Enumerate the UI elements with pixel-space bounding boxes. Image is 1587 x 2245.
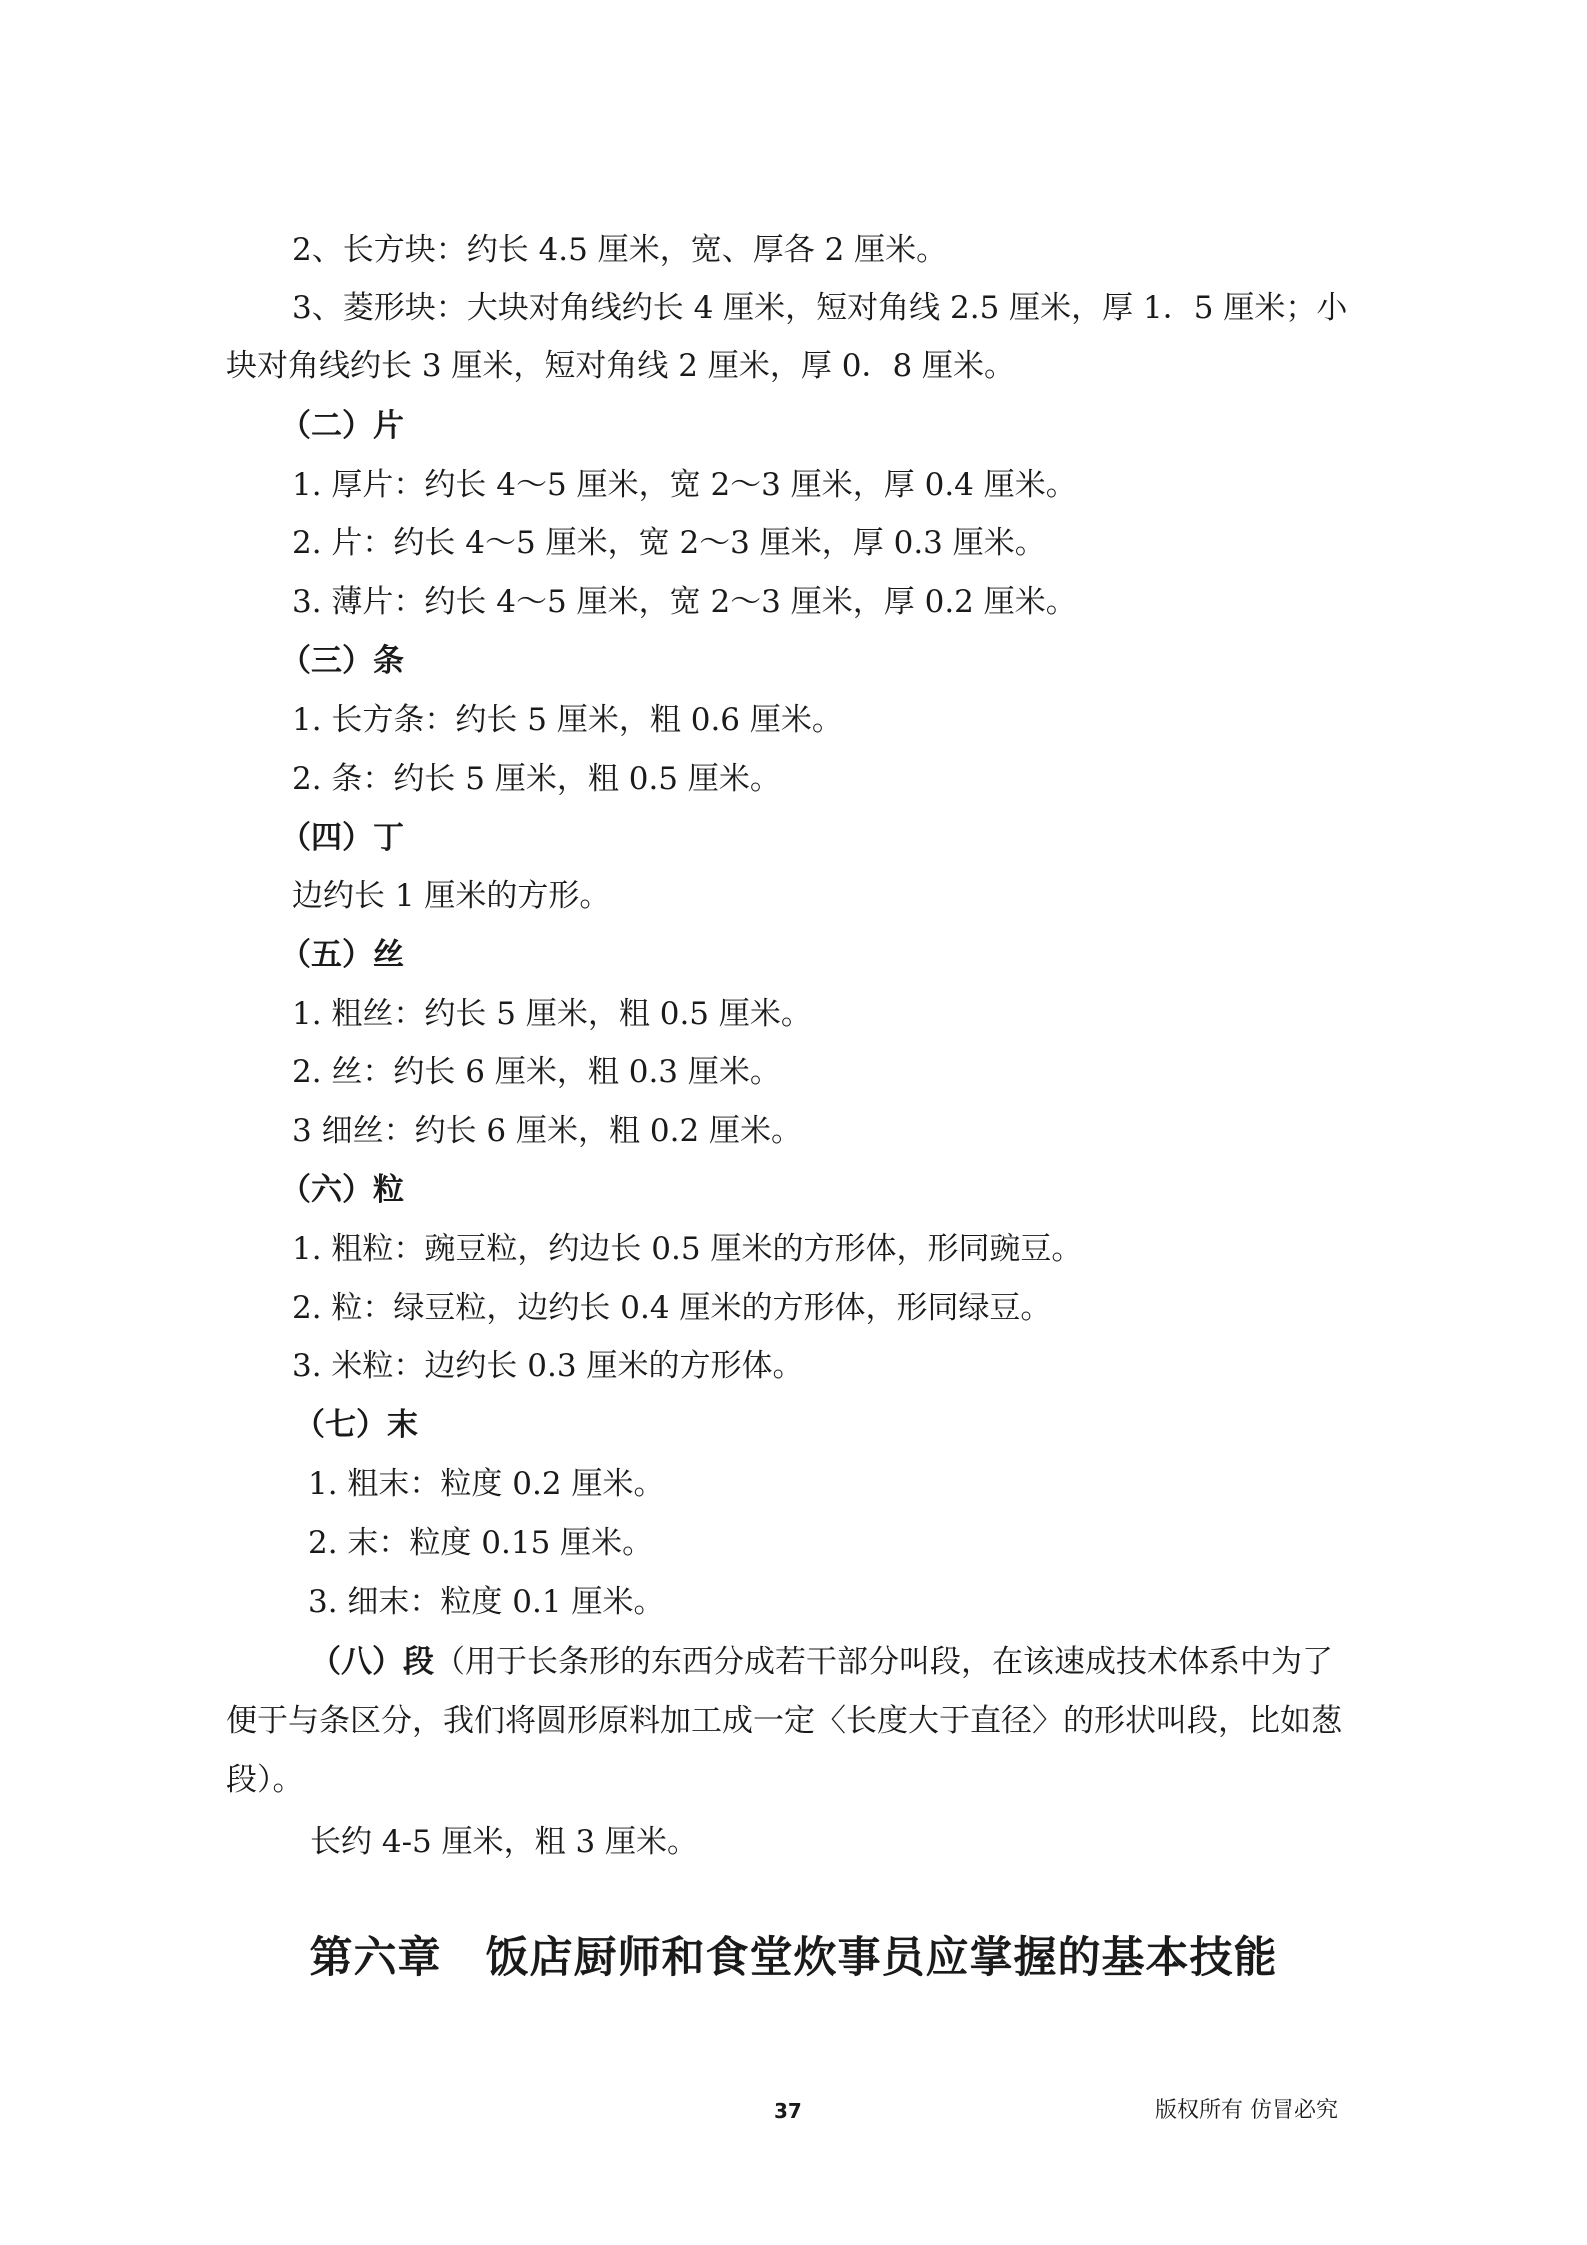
paragraph-line: 3 细丝：约长 6 厘米，粗 0.2 厘米。 <box>292 1113 803 1149</box>
paragraph-line: 1. 厚片：约长 4～5 厘米，宽 2～3 厘米，厚 0.4 厘米。 <box>292 467 1077 503</box>
paragraph-line: 3. 细末：粒度 0.1 厘米。 <box>308 1584 665 1620</box>
section-heading: （五）丝 <box>280 937 404 973</box>
paragraph-line: 块对角线约长 3 厘米，短对角线 2 厘米，厚 0．8 厘米。 <box>226 348 1016 384</box>
section-heading-inline: （八）段 <box>310 1644 434 1680</box>
paragraph-line: 2. 丝：约长 6 厘米，粗 0.3 厘米。 <box>292 1054 781 1090</box>
paragraph-line: 3. 薄片：约长 4～5 厘米，宽 2～3 厘米，厚 0.2 厘米。 <box>292 584 1077 620</box>
section-heading: （三）条 <box>280 643 404 679</box>
paragraph-line: 长约 4-5 厘米，粗 3 厘米。 <box>310 1824 699 1860</box>
paragraph-line: 3、菱形块：大块对角线约长 4 厘米，短对角线 2.5 厘米，厚 1．5 厘米；小 <box>292 290 1348 326</box>
copyright-notice: 版权所有 仿冒必究 <box>1155 2098 1338 2123</box>
paragraph-line: 2. 末：粒度 0.15 厘米。 <box>308 1525 654 1561</box>
section-heading: （四）丁 <box>280 820 404 856</box>
paragraph-line: 2. 条：约长 5 厘米，粗 0.5 厘米。 <box>292 761 781 797</box>
paragraph-text: （用于长条形的东西分成若干部分叫段，在该速成技术体系中为了 <box>434 1644 1333 1680</box>
paragraph-line: 1. 粗丝：约长 5 厘米，粗 0.5 厘米。 <box>292 996 812 1032</box>
paragraph-line: 便于与条区分，我们将圆形原料加工成一定〈长度大于直径〉的形状叫段，比如葱 <box>226 1703 1342 1739</box>
section-heading: （二）片 <box>280 408 404 444</box>
paragraph-line: 3. 米粒：边约长 0.3 厘米的方形体。 <box>292 1348 804 1384</box>
page-number: 37 <box>774 2099 802 2123</box>
paragraph-line: 2. 片：约长 4～5 厘米，宽 2～3 厘米，厚 0.3 厘米。 <box>292 525 1046 561</box>
paragraph-line <box>310 1640 1333 1684</box>
section-heading: （六）粒 <box>280 1172 404 1208</box>
paragraph-line: 1. 粗末：粒度 0.2 厘米。 <box>308 1466 665 1502</box>
chapter-title: 第六章 饭店厨师和食堂炊事员应掌握的基本技能 <box>309 1933 1278 1983</box>
paragraph-line: 段）。 <box>226 1762 304 1798</box>
paragraph-line: 2. 粒：绿豆粒，边约长 0.4 厘米的方形体，形同绿豆。 <box>292 1290 1052 1326</box>
paragraph-line: 1. 粗粒：豌豆粒，约边长 0.5 厘米的方形体，形同豌豆。 <box>292 1231 1083 1267</box>
paragraph-line: 2、长方块：约长 4.5 厘米，宽、厚各 2 厘米。 <box>292 232 948 268</box>
section-heading: （七）末 <box>294 1407 418 1443</box>
paragraph-line: 1. 长方条：约长 5 厘米，粗 0.6 厘米。 <box>292 702 843 738</box>
paragraph-line: 边约长 1 厘米的方形。 <box>292 878 611 914</box>
